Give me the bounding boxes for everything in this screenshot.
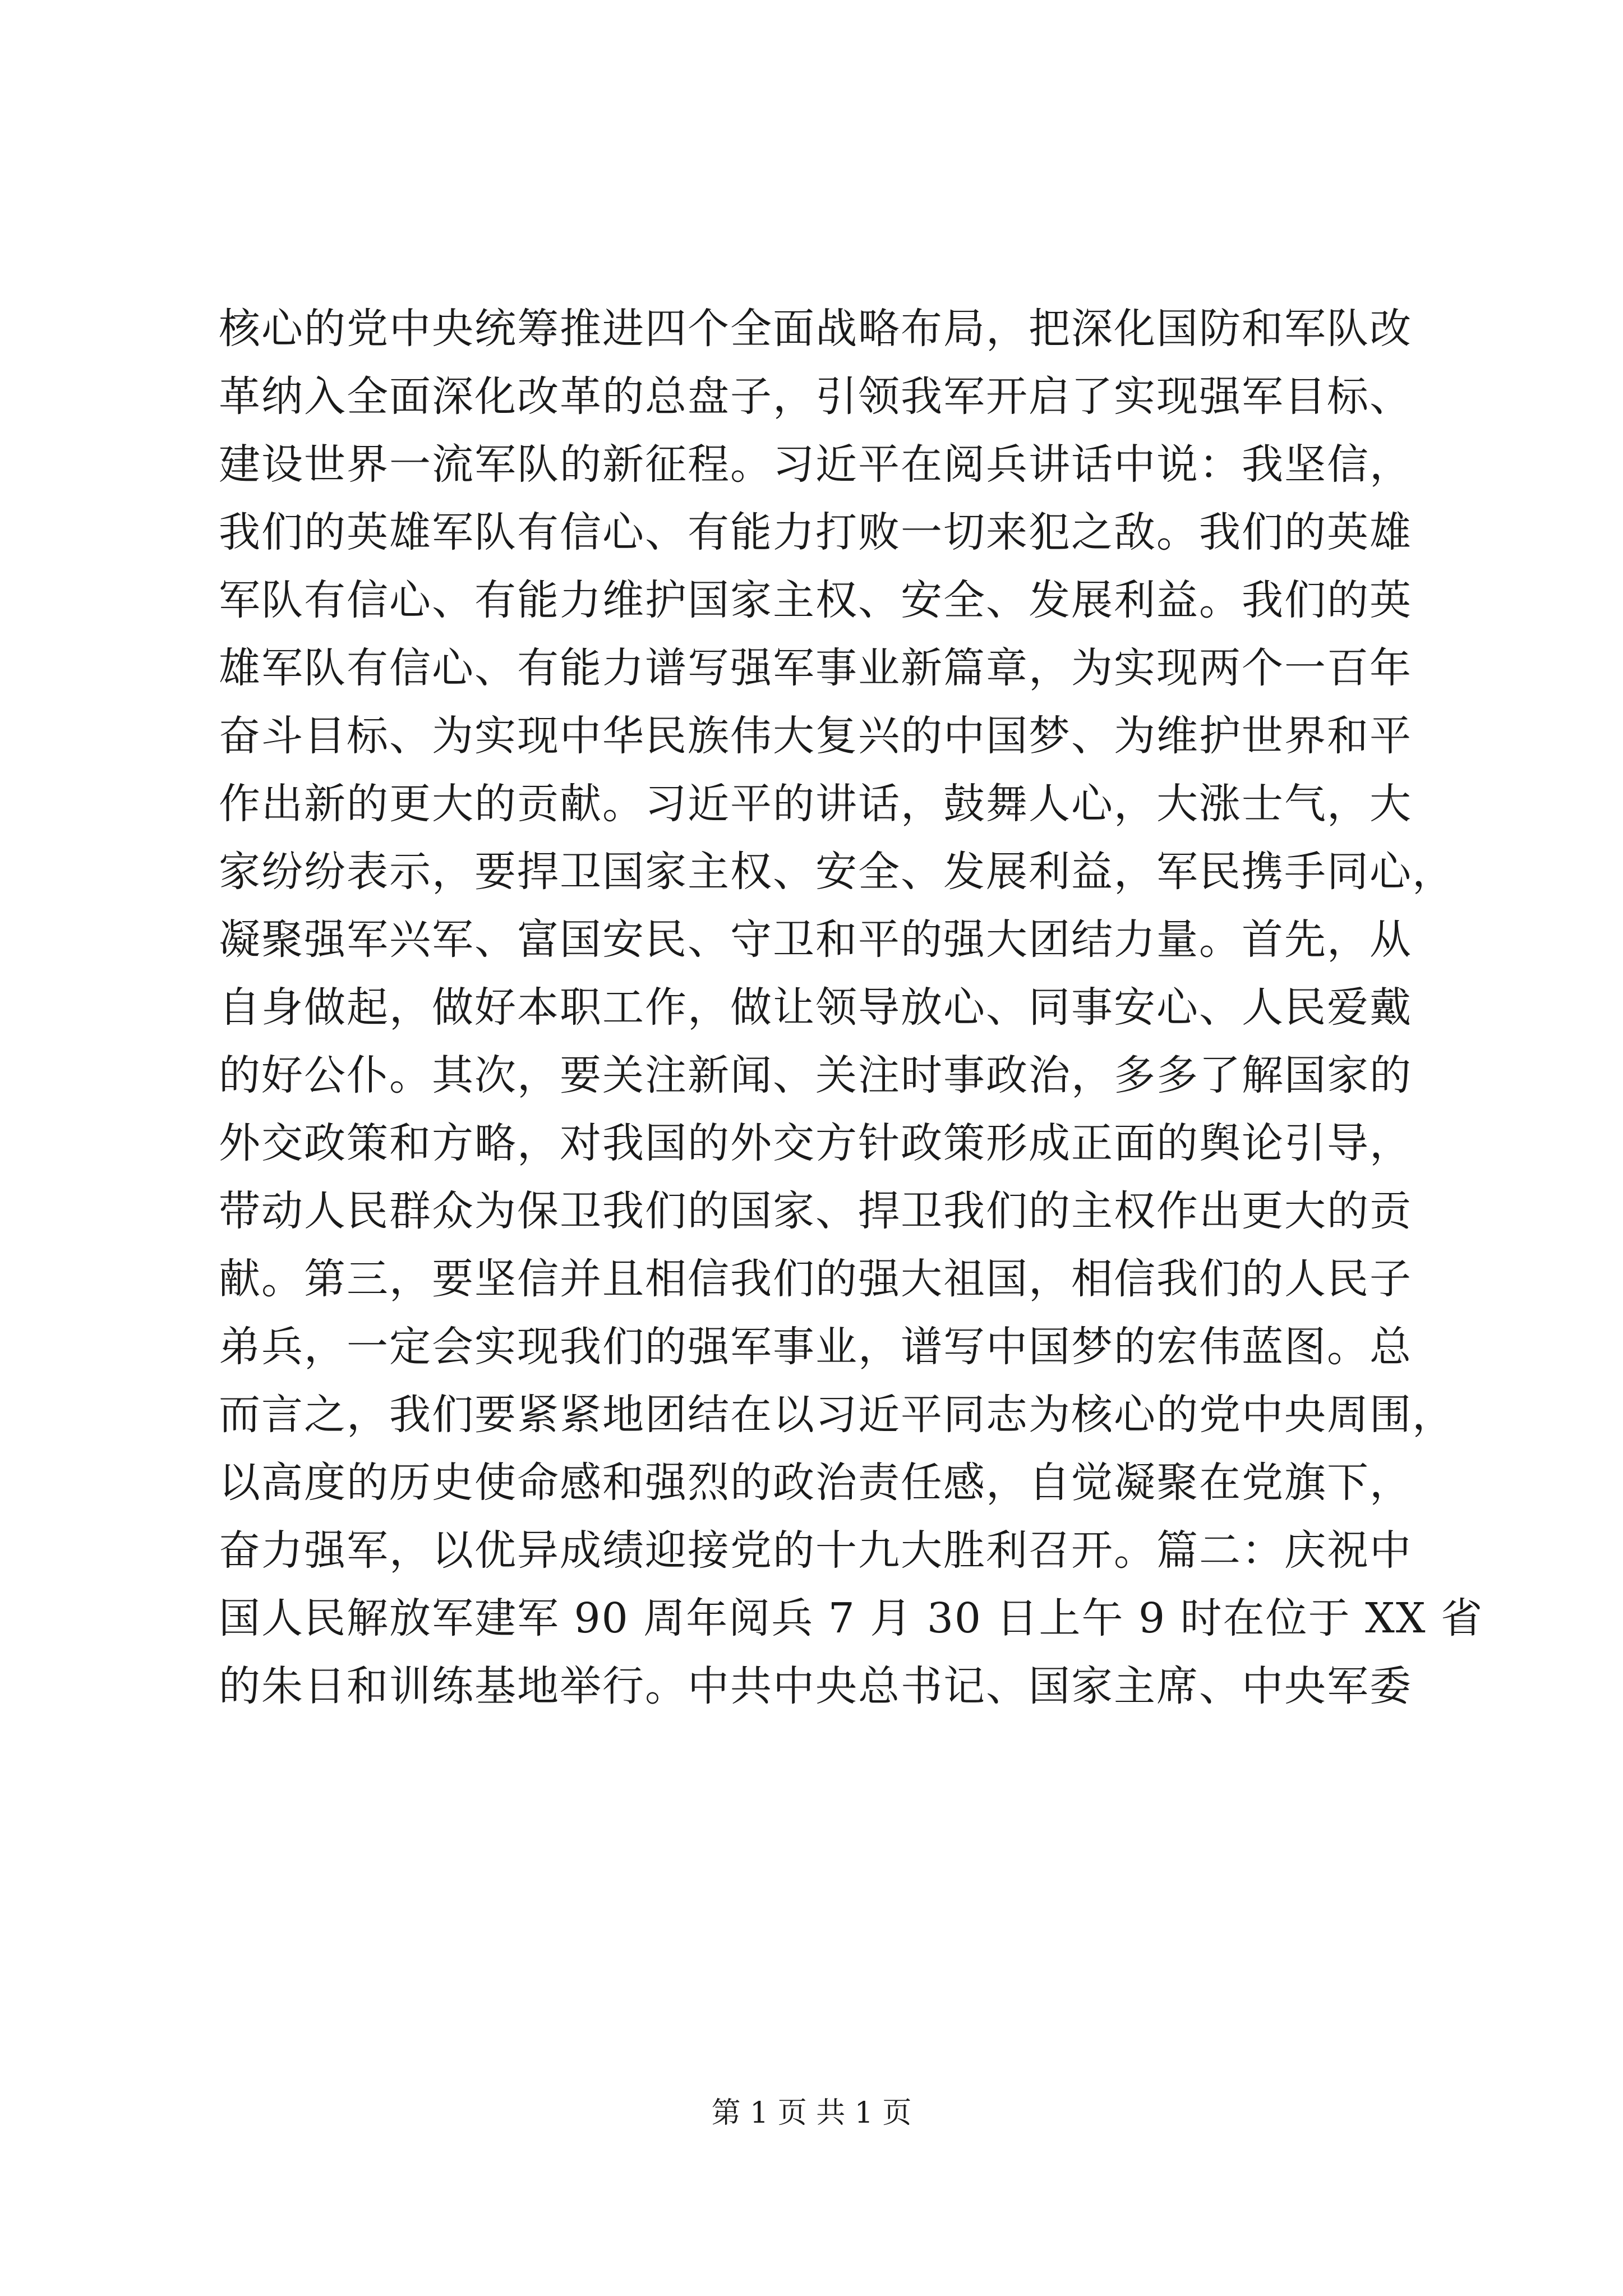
text-line: 凝聚强军兴军、富国安民、守卫和平的强大团结力量。首先，从 xyxy=(219,915,1412,964)
text-line: 的好公仆。其次，要关注新闻、关注时事政治，多多了解国家的 xyxy=(219,1051,1412,1099)
text-line: 自身做起，做好本职工作，做让领导放心、同事安心、人民爱戴 xyxy=(219,983,1412,1032)
text-line: 而言之，我们要紧紧地团结在以习近平同志为核心的党中央周围， xyxy=(219,1391,1455,1439)
text-line: 奋斗目标、为实现中华民族伟大复兴的中国梦、为维护世界和平 xyxy=(219,712,1412,760)
text-line: 雄军队有信心、有能力谱写强军事业新篇章，为实现两个一百年 xyxy=(219,644,1412,692)
text-line: 建设世界一流军队的新征程。习近平在阅兵讲话中说：我坚信， xyxy=(219,440,1412,489)
text-line: 奋力强军，以优异成绩迎接党的十九大胜利召开。篇二：庆祝中 xyxy=(219,1526,1412,1575)
text-line: 外交政策和方略，对我国的外交方针政策形成正面的舆论引导， xyxy=(219,1119,1412,1167)
body-text xyxy=(219,295,1484,1720)
text-line: 弟兵，一定会实现我们的强军事业，谱写中国梦的宏伟蓝图。总 xyxy=(219,1323,1412,1371)
text-line: 作出新的更大的贡献。习近平的讲话，鼓舞人心，大涨士气，大 xyxy=(219,780,1412,828)
text-line: 献。第三，要坚信并且相信我们的强大祖国，相信我们的人民子 xyxy=(219,1255,1412,1303)
text-line: 革纳入全面深化改革的总盘子，引领我军开启了实现强军目标、 xyxy=(219,372,1412,421)
page-footer xyxy=(0,2093,1623,2133)
text-line: 我们的英雄军队有信心、有能力打败一切来犯之敌。我们的英雄 xyxy=(219,508,1412,556)
text-line: 家纷纷表示，要捍卫国家主权、安全、发展利益，军民携手同心， xyxy=(219,848,1455,896)
page-number-label: 第 1 页 共 1 页 xyxy=(711,2096,912,2130)
text-line: 军队有信心、有能力维护国家主权、安全、发展利益。我们的英 xyxy=(219,576,1412,624)
text-line: 以高度的历史使命感和强烈的政治责任感，自觉凝聚在党旗下， xyxy=(219,1458,1412,1507)
text-line: 核心的党中央统筹推进四个全面战略布局，把深化国防和军队改 xyxy=(219,305,1412,353)
text-line: 的朱日和训练基地举行。中共中央总书记、国家主席、中央军委 xyxy=(219,1662,1412,1710)
text-line: 国人民解放军建军 90 周年阅兵 7 月 30 日上午 9 时在位于 XX 省 xyxy=(219,1594,1484,1642)
text-line: 带动人民群众为保卫我们的国家、捍卫我们的主权作出更大的贡 xyxy=(219,1187,1412,1235)
